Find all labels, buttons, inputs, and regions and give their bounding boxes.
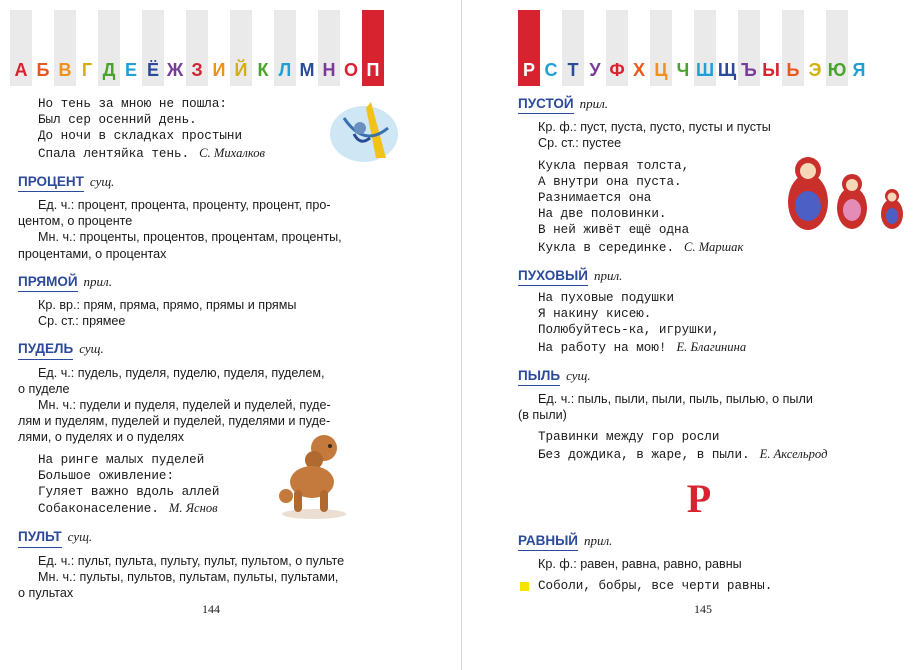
definition-line: Ед. ч.: процент, процента, проценту, процент, про-	[38, 198, 331, 213]
poem-author: С. Михалков	[199, 145, 266, 160]
alphabet-letter: Г	[81, 60, 93, 80]
headword: ПРЯМОЙ	[18, 274, 78, 292]
definition	[518, 391, 880, 423]
definition-line: Кр. ф.: пуст, пуста, пусто, пусты и пусты	[538, 120, 771, 135]
definition	[518, 556, 880, 572]
alphabet-letter: А	[14, 60, 28, 80]
poem-line: В ней живёт ещё одна	[538, 223, 690, 238]
poem-blaginina	[518, 290, 880, 356]
entry-pryamoy	[18, 274, 408, 330]
definition-line: центом, о проценте	[18, 214, 133, 229]
definition	[18, 553, 408, 602]
definition-line: Ед. ч.: пульт, пульта, пульту, пульт, пультом, о пульте	[38, 553, 345, 568]
definition-line: о пультах	[18, 586, 74, 601]
alphabet-letter: В	[58, 60, 72, 80]
headword: ПЫЛЬ	[518, 368, 560, 386]
poem-line: На две половинки.	[538, 207, 667, 222]
definition-line: Мн. ч.: проценты, процентов, процентам, проценты,	[38, 230, 342, 245]
alphabet-letter: Ъ	[741, 60, 757, 80]
poem-akselrod	[518, 429, 880, 462]
poem-line: Но тень за мною не пошла:	[38, 97, 227, 111]
poem-line: На пуховые подушки	[538, 291, 675, 306]
page-number: 145	[694, 602, 712, 616]
part-of-speech: сущ.	[67, 529, 93, 545]
definition-line: Ср. ст.: прямее	[38, 314, 126, 329]
alphabet-letter: К	[257, 60, 269, 80]
alphabet-letter: Н	[322, 60, 336, 80]
poem-line: Кукла первая толста,	[538, 158, 690, 173]
definition-line: Кр. вр.: прям, пряма, прямо, прямы и прямы	[38, 298, 297, 313]
poem-line: Я накину кисею.	[538, 307, 652, 322]
entry-pudel	[18, 341, 408, 517]
poem-line: Был сер осенний день.	[38, 113, 197, 128]
section-letter: Р	[686, 475, 712, 521]
poem-author: Е. Аксельрод	[759, 446, 828, 461]
definition-line: Ед. ч.: пыль, пыли, пыли, пыль, пылью, о пыли	[538, 392, 813, 407]
definition	[18, 365, 408, 446]
entry-ravny	[518, 533, 880, 595]
alphabet-letter: Л	[278, 60, 292, 80]
headword: ПУХОВЫЙ	[518, 268, 588, 286]
right-page	[462, 0, 924, 670]
alphabet-letter: Ь	[786, 60, 800, 80]
part-of-speech: прил.	[579, 96, 609, 111]
alphabet-letter: Й	[234, 60, 248, 80]
entry-pustoy	[518, 96, 880, 256]
poem-line: Травинки между гор росли	[538, 430, 720, 445]
poem-mikhalkov	[18, 96, 408, 162]
part-of-speech: сущ.	[79, 341, 104, 357]
proverb-text: Соболи, бобры, все черти равны.	[538, 579, 773, 594]
alphabet-letter: Ф	[609, 60, 625, 80]
headword: РАВНЫЙ	[518, 533, 578, 551]
poem-line: Большое оживление:	[38, 468, 175, 483]
poem-line: А внутри она пуста.	[538, 174, 682, 189]
entry-procent	[18, 174, 408, 262]
poem-marshak	[518, 158, 880, 256]
left-content	[18, 96, 408, 601]
poem-yasnov	[18, 452, 408, 518]
entry-pyl	[518, 368, 880, 463]
definition	[18, 297, 408, 329]
definition-line: процентами, о процентах	[18, 246, 167, 261]
alphabet-letter: Ы	[762, 60, 780, 80]
alphabet-letter: Т	[567, 60, 579, 80]
poem-line: На работу на мою! Е. Благинина	[538, 339, 747, 355]
definition-line: лями, о пуделях и о пуделях	[18, 430, 185, 445]
definition-line: (в пыли)	[518, 408, 567, 423]
poem-author: М. Яснов	[168, 501, 218, 516]
alphabet-letter: О	[343, 60, 358, 80]
alphabet-letter: Ж	[166, 60, 184, 80]
definition-line: Кр. ф.: равен, равна, равно, равны	[538, 557, 742, 572]
definition-line: Ед. ч.: пудель, пуделя, пуделю, пуделя, пуделем,	[38, 365, 325, 380]
poem-author: Е. Благинина	[676, 339, 747, 354]
entry-puhovy	[518, 268, 880, 356]
part-of-speech: сущ.	[566, 367, 591, 383]
right-content	[518, 96, 880, 594]
alphabet-letter: С	[544, 60, 558, 80]
alphabet-letter: Я	[852, 60, 866, 80]
entry-pult	[18, 529, 408, 601]
definition	[518, 119, 880, 151]
part-of-speech: прил.	[584, 532, 613, 548]
definition-line: Мн. ч.: пульты, пультов, пультам, пульты, пультами,	[38, 569, 339, 584]
page-number: 144	[202, 602, 220, 616]
alphabet-bar	[10, 58, 384, 82]
proverb-line	[518, 578, 880, 594]
alphabet-bar	[518, 58, 870, 82]
alphabet-letter: Р	[522, 60, 535, 80]
part-of-speech: прил.	[593, 267, 623, 283]
yellow-square-icon	[520, 582, 529, 591]
alphabet-letter: П	[366, 60, 380, 80]
definition	[18, 197, 408, 262]
poem-line: Гуляет важно вдоль аллей	[38, 485, 220, 500]
alphabet-letter: М	[299, 60, 315, 80]
alphabet-letter: Щ	[717, 60, 737, 80]
definition-line: Ср. ст.: пустее	[538, 136, 622, 151]
part-of-speech: прил.	[83, 273, 112, 289]
headword: ПУДЕЛЬ	[18, 341, 73, 359]
definition-line: о пуделе	[18, 381, 70, 396]
alphabet-letter: Ц	[654, 60, 668, 80]
poem-author: С. Маршак	[684, 239, 744, 254]
poem-line: Кукла в серединке. С. Маршак	[538, 239, 744, 255]
alphabet-letter: Э	[808, 60, 822, 80]
headword: ПРОЦЕНТ	[18, 174, 84, 192]
alphabet-letter: Ш	[695, 60, 715, 80]
poem-line: Разнимается она	[538, 191, 652, 206]
poem-line: До ночи в складках простыни	[38, 129, 243, 144]
poem-line: Без дождика, в жаре, в пыли. Е. Аксельрод	[538, 446, 828, 462]
alphabet-letter: И	[212, 60, 226, 80]
definition-line: лям и пуделям, пуделей и пуделей, пуделями и пуде-	[18, 414, 331, 429]
poem-line: Полюбуйтесь-ка, игрушки,	[538, 323, 720, 338]
alphabet-letter: Е	[124, 60, 137, 80]
poem-line: Спала лентяйка тень. С. Михалков	[38, 145, 266, 161]
alphabet-letter: Ч	[676, 60, 690, 80]
headword: ПУСТОЙ	[518, 96, 574, 114]
definition-line: Мн. ч.: пудели и пуделя, пуделей и пуделей, пуде-	[38, 398, 331, 413]
alphabet-letter: Б	[36, 60, 50, 80]
alphabet-letter: З	[191, 60, 203, 80]
alphabet-letter: Д	[102, 60, 116, 80]
alphabet-letter: У	[589, 60, 601, 80]
poem-line: На ринге малых пуделей	[38, 452, 205, 467]
headword: ПУЛЬТ	[18, 529, 62, 547]
part-of-speech: сущ.	[89, 173, 115, 189]
alphabet-letter: Ё	[146, 60, 160, 80]
poem-line: Собаконаселение. М. Яснов	[38, 501, 218, 517]
alphabet-letter: Ю	[827, 60, 847, 80]
alphabet-letter: Х	[632, 60, 645, 80]
